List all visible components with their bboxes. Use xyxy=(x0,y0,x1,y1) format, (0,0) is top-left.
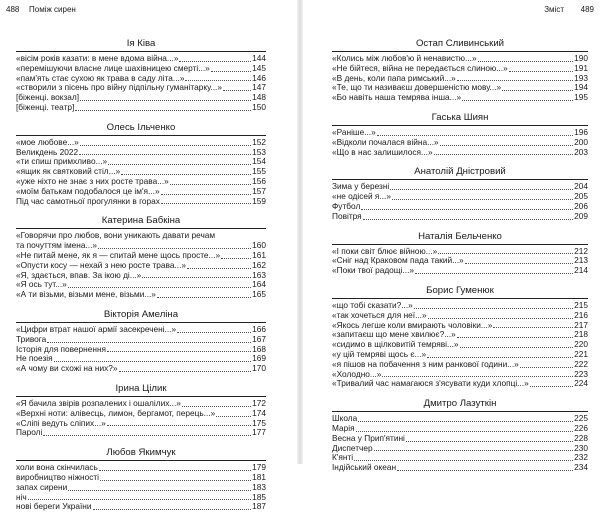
toc-entry xyxy=(16,483,266,493)
dot-leader xyxy=(68,490,251,491)
toc-entry xyxy=(332,330,588,340)
toc-entry xyxy=(332,64,588,74)
dot-leader xyxy=(390,189,573,190)
author-heading: Ія Ківа xyxy=(16,38,266,52)
entry-page: 228 xyxy=(574,432,588,443)
toc-entry xyxy=(332,379,588,389)
entry-title: Повітря xyxy=(332,211,362,221)
dot-leader xyxy=(530,386,573,387)
dot-leader xyxy=(121,174,251,175)
dot-leader xyxy=(223,90,251,91)
entry-title: [біженці. вокзал] xyxy=(16,93,80,103)
entry-page: 230 xyxy=(574,442,588,453)
left-toc-column xyxy=(16,38,266,521)
entry-page: 206 xyxy=(574,200,588,211)
toc-section xyxy=(16,383,266,438)
dot-leader xyxy=(93,509,252,510)
dot-leader xyxy=(457,337,573,338)
entry-page: 145 xyxy=(252,62,266,73)
entry-title: Під час самотньої прогулянки в горах xyxy=(16,196,160,206)
dot-leader xyxy=(108,164,251,165)
toc-entry xyxy=(16,187,266,197)
dot-leader xyxy=(119,371,252,372)
author-heading: Борис Гуменюк xyxy=(332,285,588,299)
dot-leader xyxy=(211,71,251,72)
entry-title: К'янті xyxy=(332,453,354,463)
dot-leader xyxy=(187,268,251,269)
toc-entry xyxy=(16,64,266,74)
toc-entry xyxy=(332,321,588,331)
entry-page: 194 xyxy=(574,82,588,93)
toc-entry xyxy=(16,197,266,207)
toc-entry xyxy=(16,251,266,261)
entry-page: 150 xyxy=(252,101,266,112)
author-heading: Вікторія Амеліна xyxy=(16,309,266,323)
dot-leader xyxy=(440,145,574,146)
dot-leader xyxy=(377,135,573,136)
entry-title: «пам'ять стає сухою як трава в саду літа...» xyxy=(16,73,185,83)
toc-entry xyxy=(16,399,266,409)
author-heading: Ірина Цілик xyxy=(16,383,266,397)
toc-entry xyxy=(332,414,588,424)
dot-leader xyxy=(68,287,251,288)
dot-leader xyxy=(502,90,573,91)
toc-entry xyxy=(16,138,266,148)
dot-leader xyxy=(460,347,574,348)
dot-leader xyxy=(427,357,573,358)
toc-entry xyxy=(332,311,588,321)
entry-title: Школа xyxy=(332,414,358,424)
toc-entry xyxy=(16,148,266,158)
entry-page: 216 xyxy=(574,309,588,320)
entry-page: 196 xyxy=(574,126,588,137)
dot-leader xyxy=(54,361,252,362)
entry-page: 152 xyxy=(252,136,266,147)
dot-leader xyxy=(356,431,574,432)
entry-title: «не одісей я...» xyxy=(332,192,391,202)
entry-title: «створили з пісень про війну підпільну гуманітарку...» xyxy=(16,83,222,93)
dot-leader xyxy=(28,499,251,500)
entry-page: 166 xyxy=(252,323,266,334)
right-running-title: Зміст xyxy=(544,5,564,14)
toc-entry xyxy=(332,453,588,463)
dot-leader xyxy=(99,470,251,471)
dot-leader xyxy=(216,416,251,417)
toc-entry xyxy=(332,83,588,93)
dot-leader xyxy=(493,327,573,328)
entry-title: «Відколи почалася війна...» xyxy=(332,137,439,147)
toc-entry xyxy=(16,325,266,335)
entry-title: «у цій темряві щось є...» xyxy=(332,349,427,359)
entry-title: «Цифри втрат нашої армії засекречені...» xyxy=(16,324,177,334)
entry-page: 165 xyxy=(252,289,266,300)
author-heading: Анатолій Дністровий xyxy=(332,166,588,180)
entry-title: Весна у Прип'ятині xyxy=(332,433,405,443)
entry-page: 159 xyxy=(252,195,266,206)
toc-section xyxy=(332,38,588,103)
toc-section xyxy=(332,285,588,389)
toc-entry xyxy=(16,502,266,512)
toc-entry xyxy=(16,157,266,167)
toc-entry xyxy=(332,463,588,473)
entry-page: 187 xyxy=(252,501,266,512)
dot-leader xyxy=(361,209,573,210)
toc-entry xyxy=(332,128,588,138)
toc-section xyxy=(16,215,266,300)
toc-section xyxy=(16,38,266,113)
toc-entry xyxy=(332,350,588,360)
dot-leader xyxy=(47,342,251,343)
entry-page: 162 xyxy=(252,259,266,270)
entry-title: «Верхні ноти: алівесць, лимон, бергамот, перець...» xyxy=(16,408,216,418)
dot-leader xyxy=(520,367,573,368)
entry-title: «запитаєш що мене хвилює?...» xyxy=(332,330,456,340)
dot-leader xyxy=(100,480,251,481)
toc-entry xyxy=(16,354,266,364)
toc-entry xyxy=(332,444,588,454)
toc-entry xyxy=(332,54,588,64)
entry-title: «Говорячи про любов, вони уникають давати речам xyxy=(16,231,216,241)
dot-leader xyxy=(43,435,251,436)
right-page xyxy=(303,0,600,473)
entry-page: 148 xyxy=(252,92,266,103)
entry-title: «Бо навіть наша темрява інша...» xyxy=(332,93,462,103)
dot-leader xyxy=(434,154,574,155)
right-toc-column xyxy=(332,38,588,482)
toc-entry xyxy=(332,434,588,444)
entry-page: 167 xyxy=(252,333,266,344)
entry-page: 193 xyxy=(574,72,588,83)
entry-page: 232 xyxy=(574,452,588,463)
toc-entry xyxy=(16,74,266,84)
dot-leader xyxy=(465,263,573,264)
dot-leader xyxy=(170,184,251,185)
entry-title: «Я ось тут...» xyxy=(16,280,67,290)
dot-leader xyxy=(397,470,573,471)
entry-page: 234 xyxy=(574,462,588,473)
dot-leader xyxy=(161,194,252,195)
entry-title: «Колись між любов'ю й ненавистю...» xyxy=(332,54,477,63)
right-page-header xyxy=(303,5,600,17)
entry-title: Марія xyxy=(332,423,355,433)
entry-page: 175 xyxy=(252,417,266,428)
toc-entry xyxy=(16,177,266,187)
entry-page: 209 xyxy=(574,210,588,221)
dot-leader xyxy=(161,203,251,204)
toc-entry xyxy=(16,335,266,345)
entry-title: «Що в нас залишилося...» xyxy=(332,147,433,157)
entry-page: 169 xyxy=(252,353,266,364)
entry-title: Великдень 2022 xyxy=(16,147,79,157)
entry-page: 190 xyxy=(574,53,588,63)
entry-title: Футбол xyxy=(332,201,361,211)
entry-title: «ти спиш примхливо...» xyxy=(16,157,108,167)
entry-page: 205 xyxy=(574,191,588,202)
entry-page: 177 xyxy=(252,427,266,438)
entry-title: Диспетчер xyxy=(332,443,373,453)
entry-title: «мое любове...» xyxy=(16,137,79,147)
entry-page: 226 xyxy=(574,422,588,433)
entry-page: 183 xyxy=(252,481,266,492)
entry-title: «А ти візьми, візьми мене, візьми...» xyxy=(16,290,156,300)
entry-title: «перемішуючи власне лице шахівницею смерті...» xyxy=(16,63,210,73)
entry-page: 174 xyxy=(252,407,266,418)
dot-leader xyxy=(142,277,251,278)
entry-title: «Не бійтеся, війна не передається слиною...» xyxy=(332,63,508,73)
entry-title: «І поки світ блює війною...» xyxy=(332,246,438,256)
entry-page: 161 xyxy=(252,249,266,260)
entry-title: «уже ніхто не знає з них росте трава...» xyxy=(16,176,169,186)
entry-page: 221 xyxy=(574,348,588,359)
entry-page: 163 xyxy=(252,269,266,280)
toc-section xyxy=(332,398,588,473)
entry-page: 217 xyxy=(574,319,588,330)
author-heading: Дмитро Лазуткін xyxy=(332,398,588,412)
toc-entry xyxy=(16,103,266,113)
author-heading: Олесь Ільченко xyxy=(16,122,266,136)
toc-entry xyxy=(332,360,588,370)
entry-page: 181 xyxy=(252,471,266,482)
toc-entry xyxy=(332,212,588,222)
toc-entry xyxy=(16,463,266,473)
entry-page: 157 xyxy=(252,185,266,196)
entry-page: 172 xyxy=(252,397,266,408)
entry-page: 144 xyxy=(252,53,266,63)
toc-entry xyxy=(16,271,266,281)
toc-entry xyxy=(332,266,588,276)
toc-entry xyxy=(16,409,266,419)
entry-title: «А чому ви схожі на них?» xyxy=(16,364,118,374)
entry-title: Зима у березні xyxy=(332,182,390,192)
dot-leader xyxy=(80,145,251,146)
entry-title: Паролі xyxy=(16,428,43,438)
toc-section xyxy=(16,447,266,512)
entry-page: 200 xyxy=(574,136,588,147)
dot-leader xyxy=(406,441,573,442)
entry-title: «Поки твої радощі...» xyxy=(332,266,414,276)
dot-leader xyxy=(392,199,573,200)
toc-entry xyxy=(332,424,588,434)
entry-title: «Я, здається, впав. За ікою ді...» xyxy=(16,270,142,280)
toc-section xyxy=(332,231,588,276)
dot-leader xyxy=(382,376,573,377)
entry-page: 195 xyxy=(574,92,588,103)
dot-leader xyxy=(185,80,251,81)
entry-title: запах сирени xyxy=(16,482,68,492)
dot-leader xyxy=(358,421,573,422)
toc-entry xyxy=(332,182,588,192)
entry-page: 155 xyxy=(252,166,266,177)
toc-entry xyxy=(332,192,588,202)
entry-page: 170 xyxy=(252,363,266,374)
entry-title: [біженці. театр] xyxy=(16,102,75,112)
dot-leader xyxy=(182,406,251,407)
toc-entry xyxy=(16,290,266,300)
entry-page: 147 xyxy=(252,82,266,93)
dot-leader xyxy=(80,100,251,101)
toc-entry xyxy=(16,231,266,241)
entry-page: 160 xyxy=(252,240,266,251)
toc-entry xyxy=(16,493,266,503)
toc-entry xyxy=(332,256,588,266)
entry-page: 153 xyxy=(252,146,266,157)
author-heading: Любов Якимчук xyxy=(16,447,266,461)
entry-page: 191 xyxy=(574,62,588,73)
entry-page: 223 xyxy=(574,368,588,379)
entry-title: «Тривалий час намагаюся з'ясувати куди хлопці...» xyxy=(332,379,529,389)
dot-leader xyxy=(107,351,251,352)
author-heading: Гаська Шиян xyxy=(332,112,588,126)
entry-title: «Те, що ти називаєш довершеністю мову...» xyxy=(332,83,502,93)
entry-page: 204 xyxy=(574,181,588,192)
entry-page: 185 xyxy=(252,491,266,502)
toc-entry xyxy=(16,428,266,438)
entry-title: «ящик як святковий стіл...» xyxy=(16,167,121,177)
entry-title: «Сніг над Краковом пада такий...» xyxy=(332,256,464,266)
entry-page: 179 xyxy=(252,462,266,473)
entry-page: 215 xyxy=(574,299,588,310)
left-page xyxy=(0,0,297,512)
entry-page: 222 xyxy=(574,358,588,369)
toc-entry xyxy=(332,202,588,212)
entry-page: 218 xyxy=(574,329,588,340)
dot-leader xyxy=(98,248,251,249)
dot-leader xyxy=(157,297,251,298)
toc-entry xyxy=(16,473,266,483)
entry-page: 212 xyxy=(574,245,588,256)
entry-title: «Опусти косу — нехай з нею росте трава...» xyxy=(16,260,186,270)
entry-title: «Холодно...» xyxy=(332,369,382,379)
entry-page: 224 xyxy=(574,378,588,389)
dot-leader xyxy=(478,61,574,62)
entry-page: 168 xyxy=(252,343,266,354)
entry-title: Тривога xyxy=(16,334,47,344)
entry-title: «Якось легше коли вмирають чоловіки...» xyxy=(332,320,493,330)
toc-section xyxy=(332,166,588,221)
toc-entry xyxy=(332,340,588,350)
entry-title: виробництво ніжності xyxy=(16,472,99,482)
entry-page: 146 xyxy=(252,72,266,83)
dot-leader xyxy=(354,460,573,461)
dot-leader xyxy=(509,71,573,72)
right-page-number: 489 xyxy=(580,5,594,14)
dot-leader xyxy=(438,253,573,254)
dot-leader xyxy=(107,425,251,426)
entry-title: «я пішов на побачення з ним ранкової години...» xyxy=(332,359,519,369)
entry-title: «вісім років казати: в мене вдома війна...» xyxy=(16,54,179,63)
entry-page: 225 xyxy=(574,413,588,424)
entry-title: «Я бачила звірів розпалених і ошалілих...» xyxy=(16,398,181,408)
entry-title: ніч xyxy=(16,492,27,502)
toc-entry xyxy=(16,419,266,429)
entry-title: нові береги України xyxy=(16,502,92,512)
dot-leader xyxy=(457,80,573,81)
toc-section xyxy=(332,112,588,157)
entry-page: 154 xyxy=(252,156,266,167)
toc-entry xyxy=(16,241,266,251)
entry-title: «моїм батькам подобалося це ім'я...» xyxy=(16,186,160,196)
entry-title: «сидимо в щілковитій темряві...» xyxy=(332,340,459,350)
entry-title: Індійський океан xyxy=(332,463,397,473)
toc-entry xyxy=(16,93,266,103)
dot-leader xyxy=(179,61,251,62)
entry-page: 220 xyxy=(574,339,588,350)
entry-title: Не поезія xyxy=(16,354,53,364)
toc-entry xyxy=(332,74,588,84)
entry-page: 213 xyxy=(574,255,588,266)
entry-title: «В день, коли папа римський...» xyxy=(332,73,456,83)
left-running-title: Поміж сирен xyxy=(29,5,76,14)
toc-entry xyxy=(332,301,588,311)
entry-page: 164 xyxy=(252,279,266,290)
dot-leader xyxy=(374,450,574,451)
dot-leader xyxy=(414,308,573,309)
dot-leader xyxy=(363,219,574,220)
toc-entry xyxy=(16,261,266,271)
dot-leader xyxy=(415,273,573,274)
toc-entry xyxy=(332,93,588,103)
left-page-header xyxy=(0,5,297,17)
toc-entry xyxy=(16,54,266,64)
toc-entry xyxy=(16,83,266,93)
toc-section xyxy=(16,309,266,374)
toc-entry xyxy=(16,364,266,374)
toc-entry xyxy=(16,280,266,290)
entry-title: «Сліпі ведуть сліпих...» xyxy=(16,418,106,428)
dot-leader xyxy=(75,110,251,111)
toc-entry xyxy=(332,148,588,158)
dot-leader xyxy=(177,332,251,333)
dot-leader xyxy=(462,100,573,101)
entry-title: «Не питай мене, як я — спитай мене щось просте...» xyxy=(16,250,221,260)
author-heading: Остап Сливинський xyxy=(332,38,588,52)
toc-entry xyxy=(332,138,588,148)
entry-title: та почуттям імена...» xyxy=(16,241,98,251)
toc-entry xyxy=(16,345,266,355)
entry-title: Історія для повернення xyxy=(16,344,107,354)
dot-leader xyxy=(221,258,251,259)
toc-section xyxy=(16,122,266,207)
entry-page: 203 xyxy=(574,146,588,157)
toc-entry xyxy=(16,167,266,177)
entry-page: 156 xyxy=(252,175,266,186)
entry-title: «так хочеться для неї...» xyxy=(332,310,427,320)
author-heading: Катерина Бабкіна xyxy=(16,215,266,229)
dot-leader xyxy=(428,318,574,319)
author-heading: Наталія Бельченко xyxy=(332,231,588,245)
dot-leader xyxy=(79,154,251,155)
entry-title: «Раніше...» xyxy=(332,127,376,137)
left-page-number: 488 xyxy=(6,5,20,14)
toc-entry xyxy=(332,247,588,257)
entry-page: 214 xyxy=(574,265,588,276)
toc-entry xyxy=(332,370,588,380)
entry-title: холи вона скінчилась xyxy=(16,463,98,473)
entry-title: «що тобі сказати?...» xyxy=(332,300,413,310)
